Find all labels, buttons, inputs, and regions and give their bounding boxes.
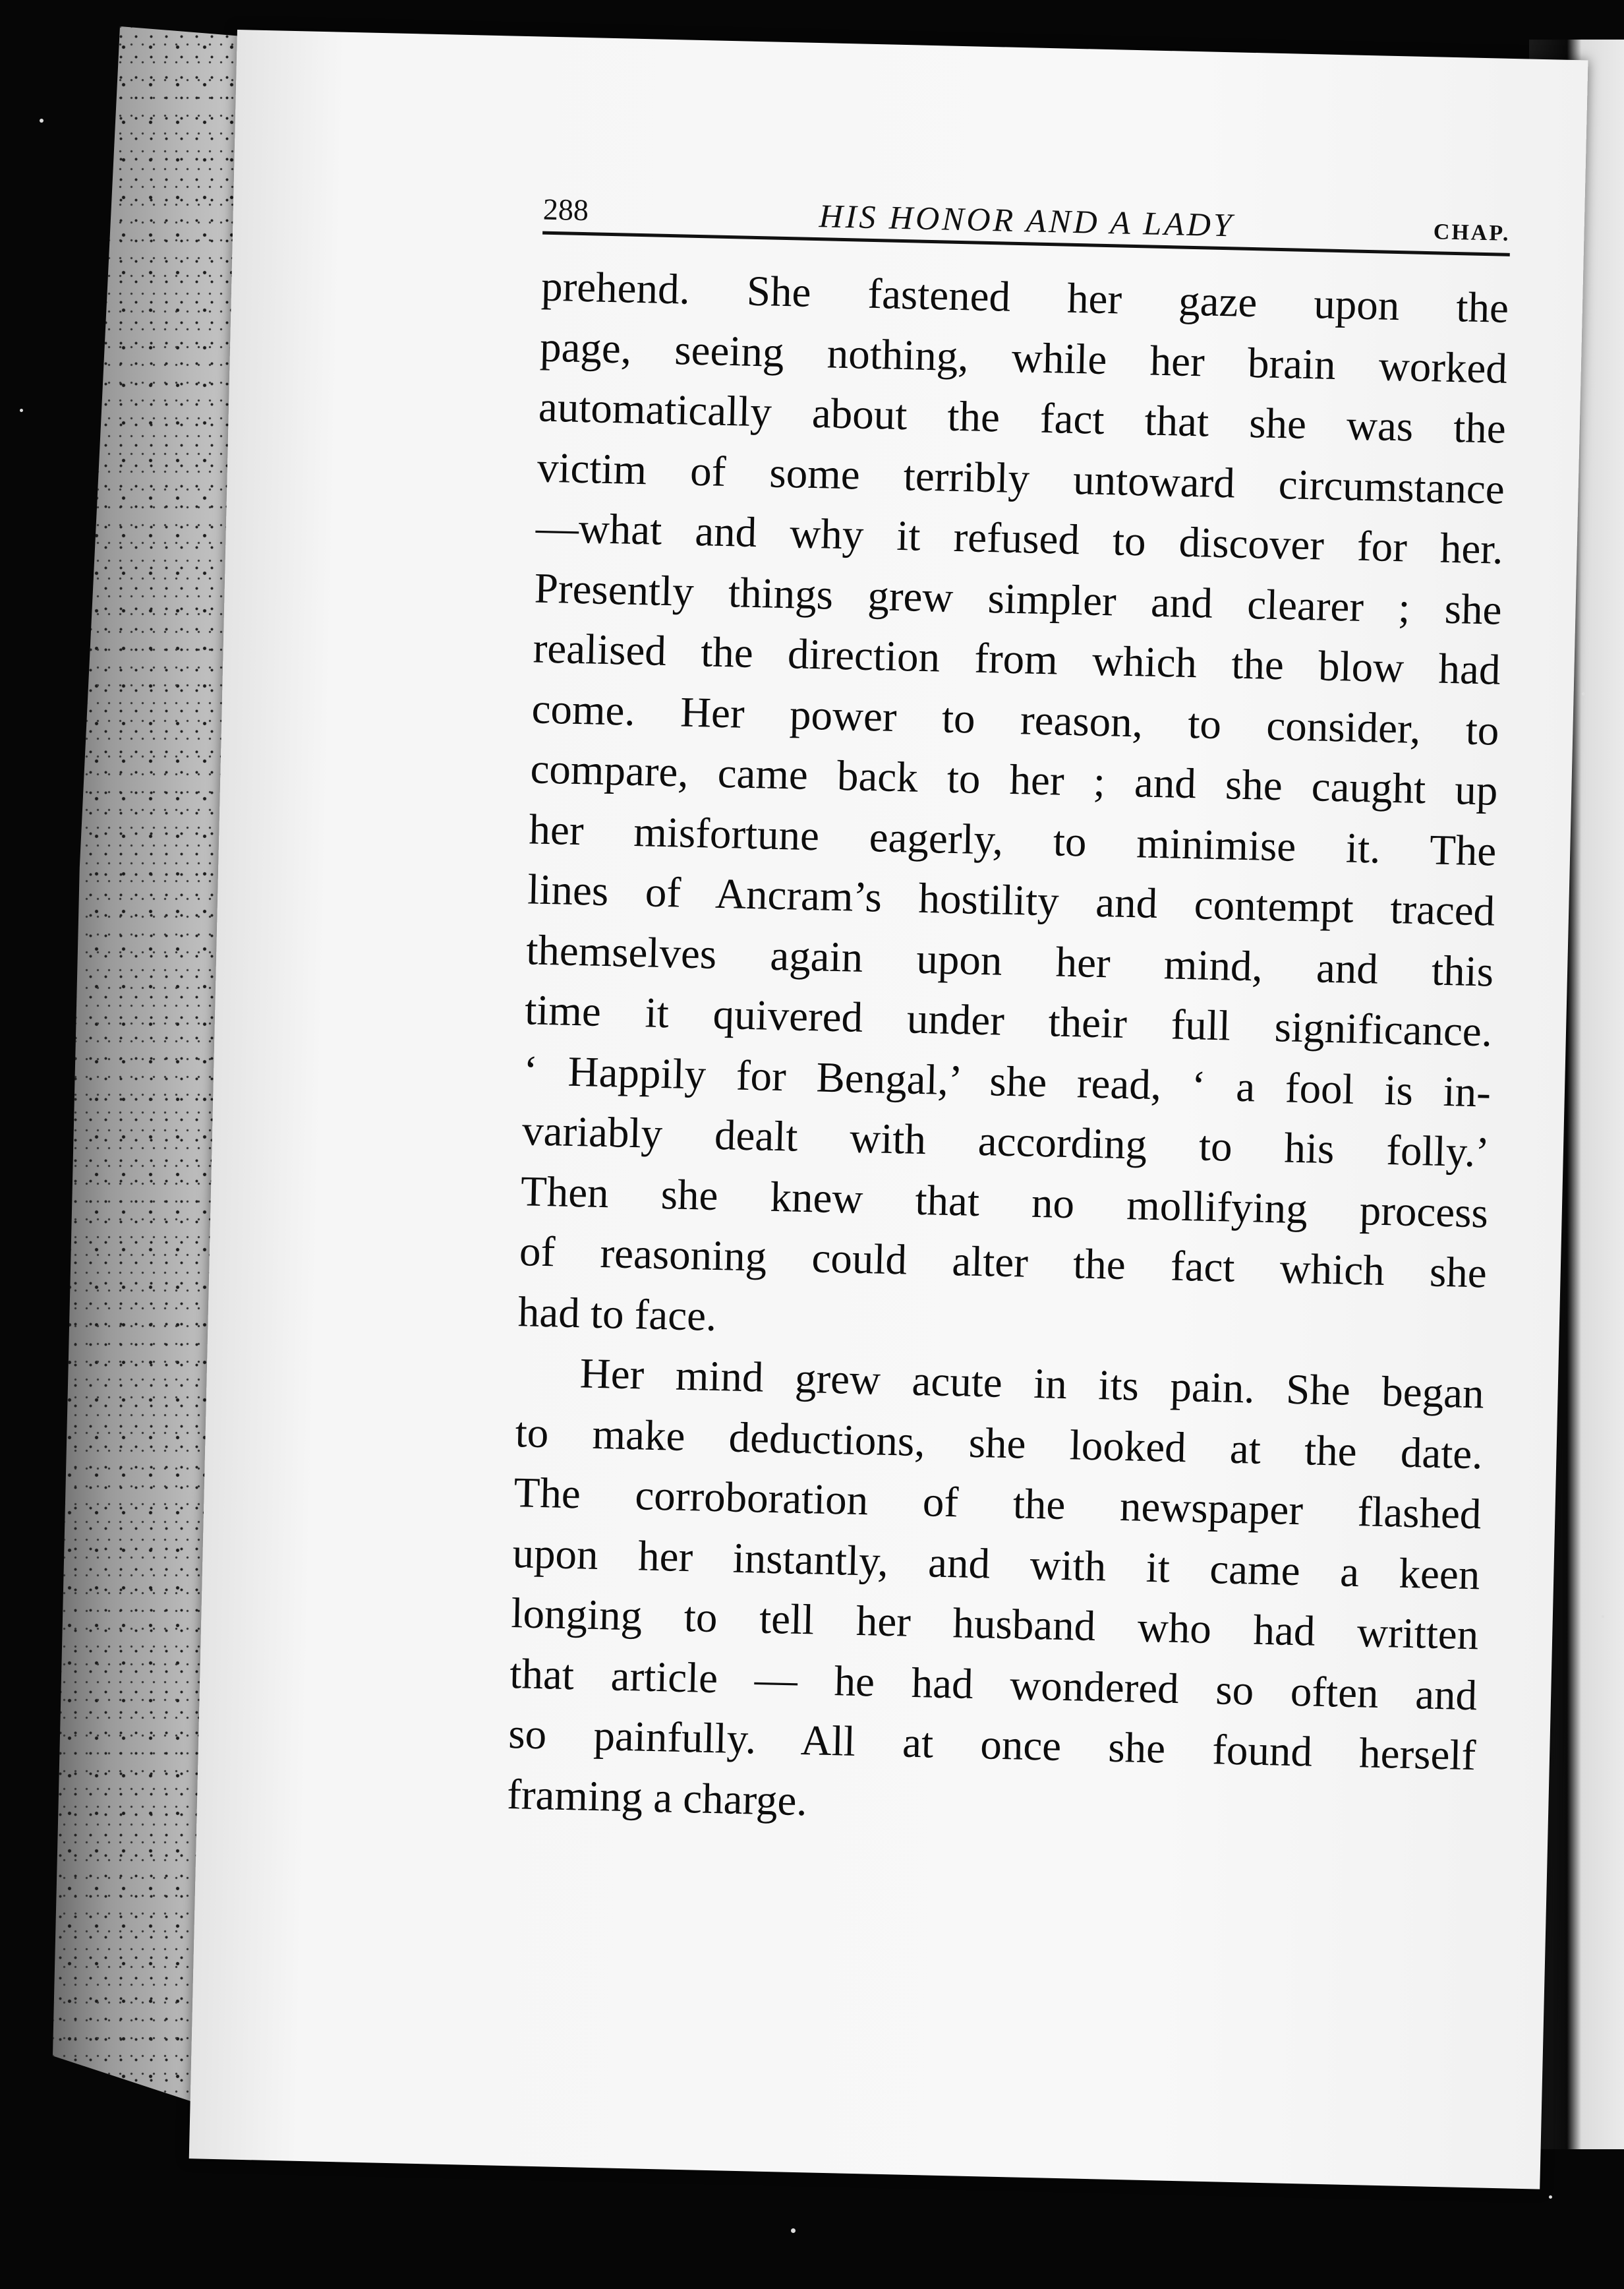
page-number: 288	[542, 192, 589, 227]
text-line: time it quivered under their full significance.	[524, 986, 1493, 1056]
text-line: compare, came back to her ; and she caught up	[529, 745, 1499, 815]
text-line: victim of some terribly untoward circumstance	[536, 444, 1505, 514]
text-line: that article — he had wondered so often and	[509, 1650, 1478, 1719]
dust-speck	[1582, 692, 1585, 696]
text-line: longing to tell her husband who had written	[510, 1590, 1480, 1659]
page-content	[506, 185, 1511, 1847]
text-line: The corroboration of the newspaper flashed	[513, 1469, 1482, 1539]
paragraph-2	[506, 1342, 1484, 1847]
text-line: so painfully. All at once she found herself	[508, 1710, 1476, 1780]
text-line: page, seeing nothing, while her brain worked	[539, 323, 1508, 393]
text-line: Her mind grew acute in its pain. She began	[579, 1350, 1485, 1418]
book-page	[189, 30, 1588, 2189]
running-title: HIS HONOR AND A LADY	[819, 197, 1235, 244]
text-line: of reasoning could alter the fact which she	[519, 1228, 1488, 1297]
text-line: automatically about the fact that she was the	[538, 383, 1507, 453]
text-line: realised the direction from which the blow had	[533, 624, 1501, 694]
text-line: upon her instantly, and with it came a keen	[511, 1529, 1481, 1599]
text-line: ‘ Happily for Bengal,’ she read, ‘ a fool is in-	[523, 1046, 1492, 1117]
text-line: —what and why it refused to discover for her.	[535, 504, 1504, 574]
text-line: variably dealt with according to his folly.’	[521, 1107, 1490, 1177]
text-line: themselves again upon her mind, and this	[525, 926, 1494, 996]
text-line: lines of Ancram’s hostility and contempt traced	[527, 866, 1495, 936]
dust-speck	[1549, 2195, 1552, 2199]
text-line: come. Her power to reason, to consider, to	[531, 684, 1500, 755]
dust-speck	[40, 119, 44, 123]
chapter-label: CHAP.	[1433, 220, 1511, 246]
dust-speck	[1602, 1615, 1604, 1618]
text-line: had to face.	[517, 1288, 718, 1340]
text-line: to make deductions, she looked at the date.	[515, 1408, 1484, 1478]
text-line: Presently things grew simpler and clearer ; she	[534, 564, 1503, 634]
dust-speck	[791, 2228, 796, 2233]
text-line: prehend. She fastened her gaze upon the	[540, 262, 1509, 332]
text-line: framing a charge.	[506, 1770, 808, 1825]
paragraph-1	[517, 257, 1509, 1365]
body-text	[506, 257, 1509, 1847]
text-line: Then she knew that no mollifying process	[520, 1167, 1489, 1237]
dust-speck	[20, 409, 23, 412]
text-line: her misfortune eagerly, to minimise it. The	[528, 805, 1497, 876]
